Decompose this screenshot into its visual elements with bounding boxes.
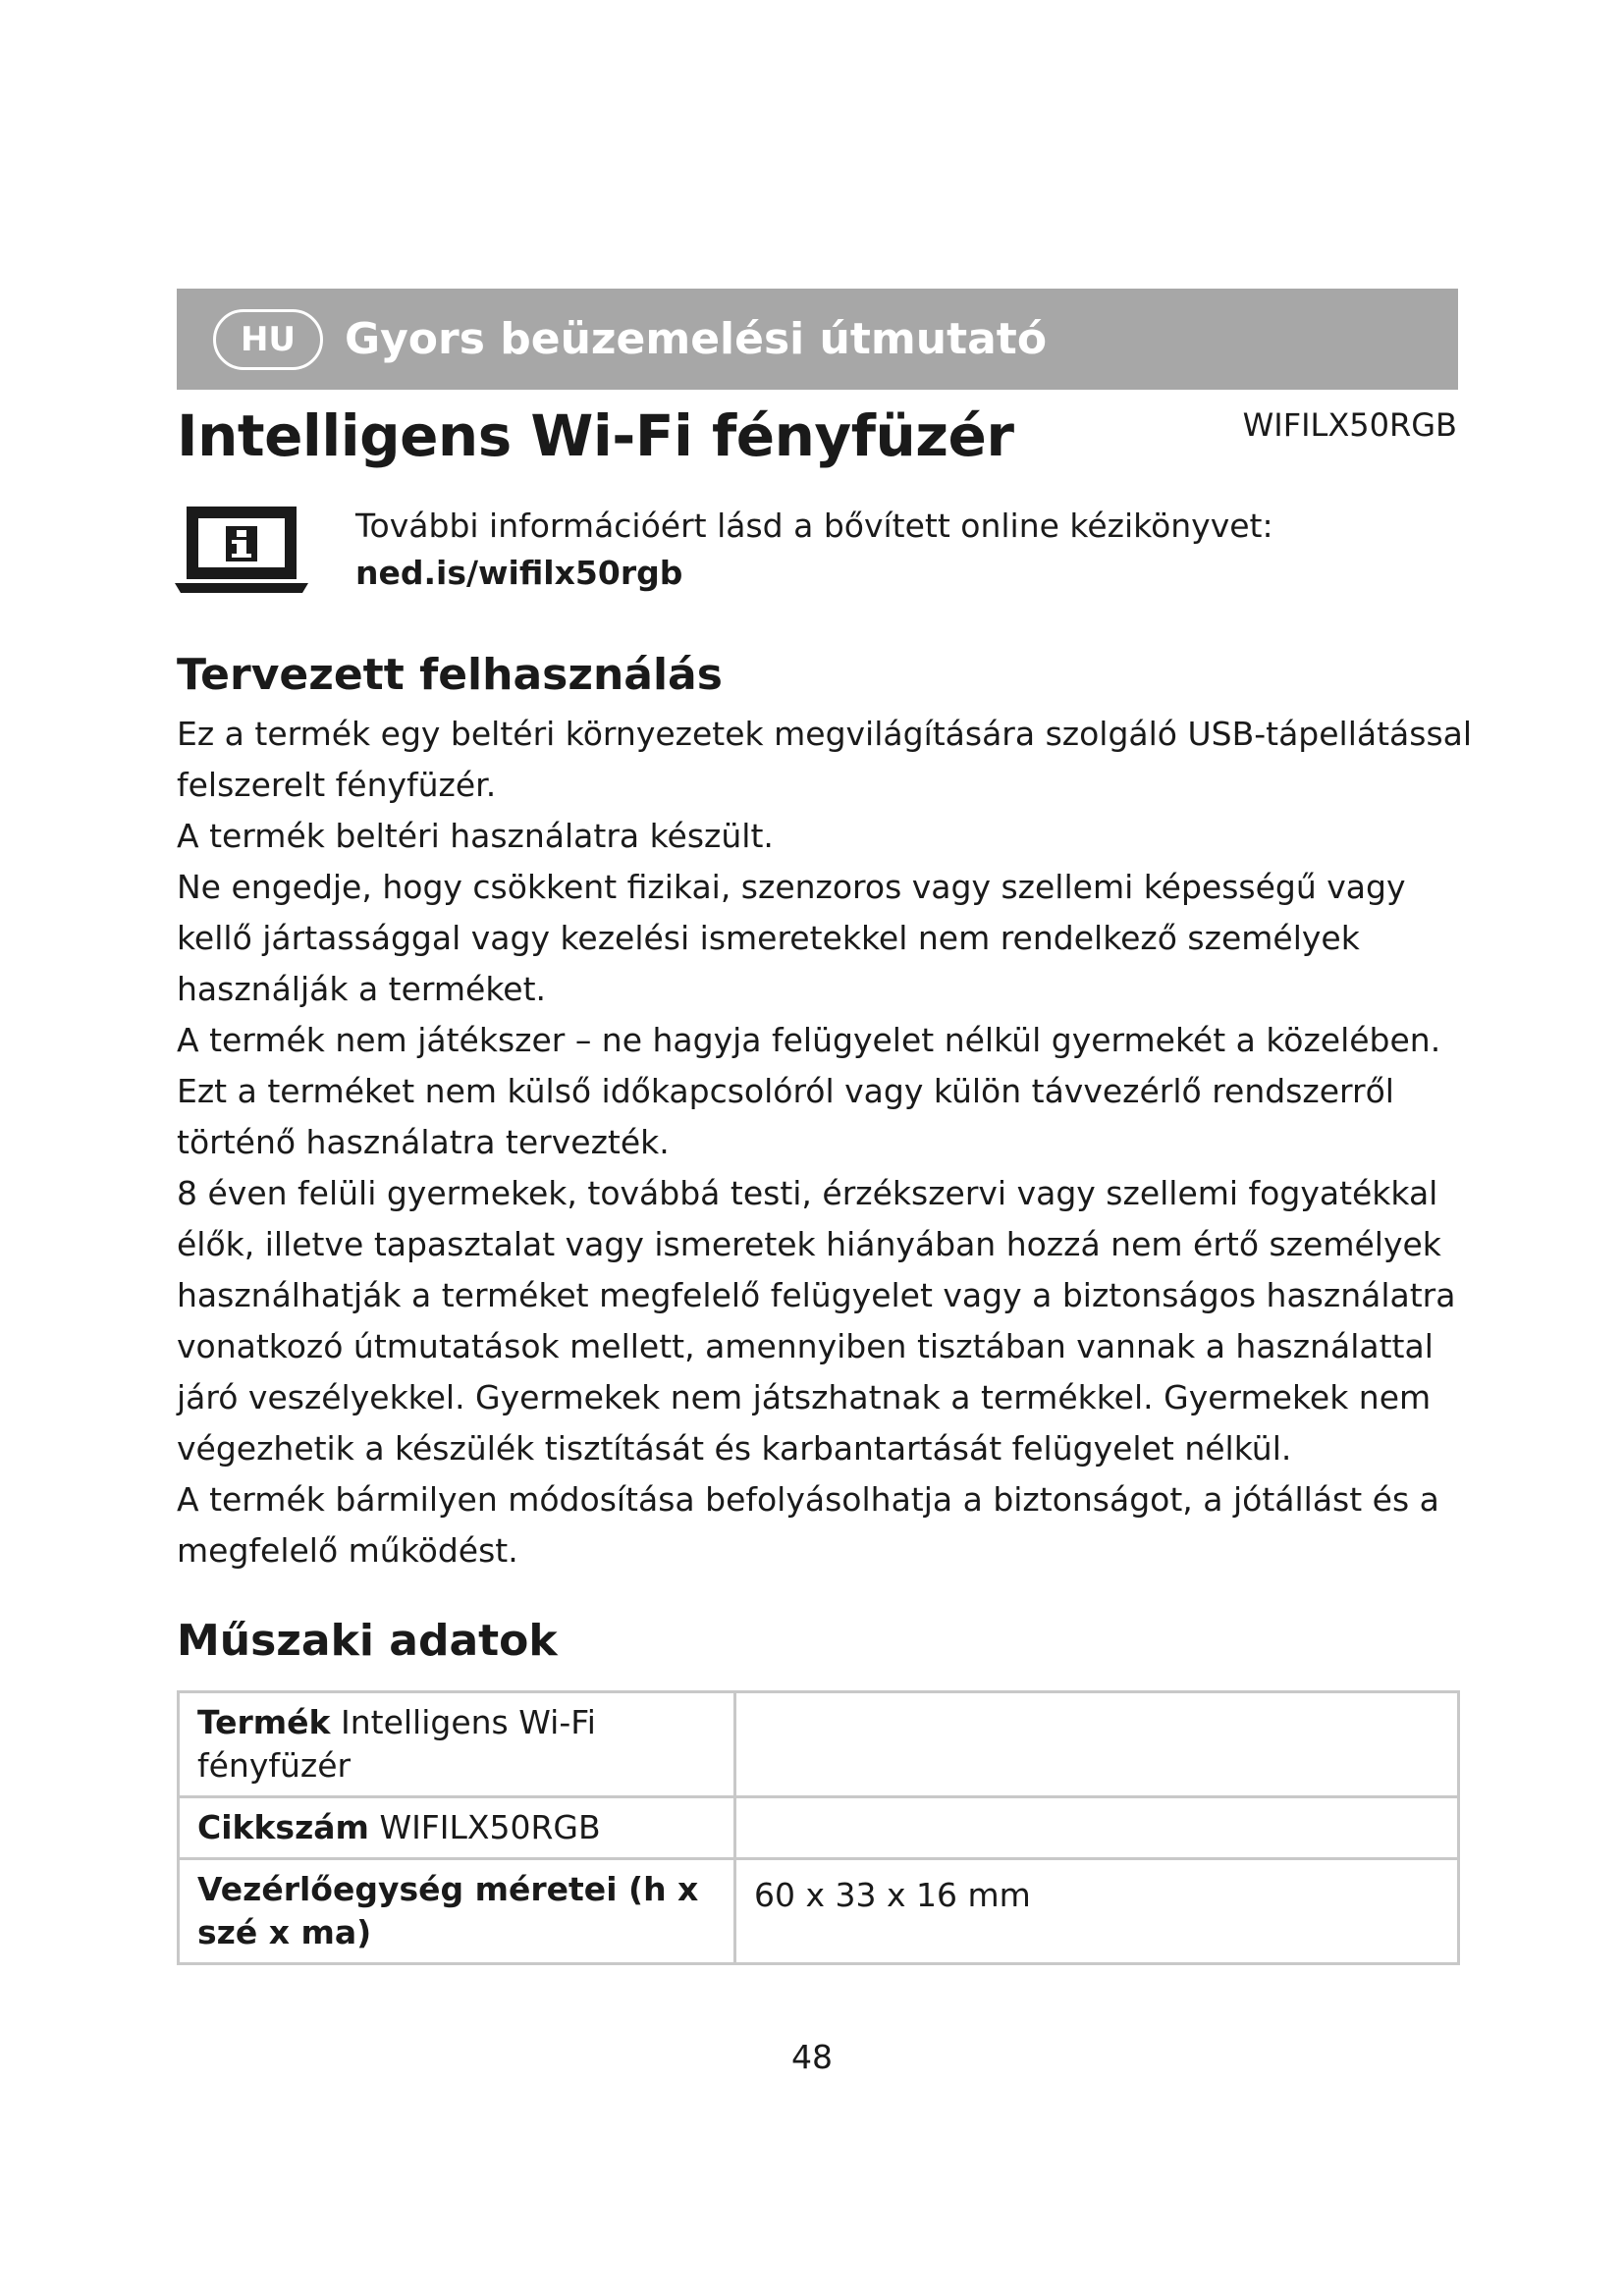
language-badge: HU: [213, 309, 323, 370]
paragraph: Ne engedje, hogy csökkent fizikai, szenzoros vagy szellemi képességű vagy kellő jártassággal vagy kezelési ismeretekkel nem rendelkező személyek használják a terméket.: [177, 868, 1406, 1008]
paragraph: A termék bármilyen módosítása befolyásolhatja a biztonságot, a jótállást és a megfelelő működést.: [177, 1480, 1439, 1570]
table-row: [179, 1859, 1459, 1964]
spec-key: Vezérlőegység méretei (h x szé x ma): [197, 1870, 699, 1951]
paragraph: Ez a termék egy beltéri környezetek megvilágítására szolgáló USB-tápellátással felszerelt fényfüzér.: [177, 715, 1473, 804]
table-row: [179, 1692, 1459, 1797]
banner-title: Gyors beüzemelési útmutató: [345, 314, 1048, 364]
spec-value: [735, 1692, 1459, 1797]
spec-label-cell: [179, 1859, 735, 1964]
table-row: [179, 1797, 1459, 1859]
paragraph: Ezt a terméket nem külső időkapcsolóról vagy külön távvezérlő rendszerről történő használatra tervezték.: [177, 1072, 1394, 1161]
spec-inline-value: WIFILX50RGB: [379, 1808, 601, 1846]
document-title: Intelligens Wi-Fi fényfüzér: [177, 402, 1014, 469]
spec-key: Termék: [197, 1703, 331, 1741]
manual-link[interactable]: ned.is/wifilx50rgb: [355, 554, 683, 592]
info-text: További információért lásd a bővített online kézikönyvet:: [355, 507, 1273, 545]
intended-use-body: [177, 709, 1473, 1576]
page-number: 48: [791, 2038, 833, 2076]
specs-table: [177, 1690, 1460, 1965]
specs-heading: Műszaki adatok: [177, 1616, 558, 1666]
paragraph: A termék beltéri használatra készült.: [177, 817, 774, 855]
header-banner: [177, 289, 1458, 390]
paragraph: A termék nem játékszer – ne hagyja felügyelet nélkül gyermekét a közelében.: [177, 1021, 1441, 1059]
intended-use-heading: Tervezett felhasználás: [177, 650, 723, 700]
info-block: [355, 503, 1273, 597]
laptop-info-icon: [175, 503, 308, 597]
spec-label-cell: [179, 1692, 735, 1797]
spec-key: Cikkszám: [197, 1808, 369, 1846]
spec-label-cell: [179, 1797, 735, 1859]
paragraph: 8 éven felüli gyermekek, továbbá testi, érzékszervi vagy szellemi fogyatékkal élők, illetve tapasztalat vagy ismeretek hiányában hozzá nem értő személyek használhatják a terméket megfelelő felügyelet vagy a biztonságos használatra vonatkozó útmutatások mellett, amennyiben tisztában vannak a használattal járó veszélyekkel. Gyermekek nem játszhatnak a termékkel. Gyermekek nem végezhetik a készülék tisztítását és karbantartását felügyelet nélkül.: [177, 1174, 1456, 1468]
spec-value: 60 x 33 x 16 mm: [735, 1859, 1459, 1964]
spec-value: [735, 1797, 1459, 1859]
model-code: WIFILX50RGB: [1242, 406, 1457, 444]
spec-inline-value: Intelligens Wi-Fi fényfüzér: [197, 1703, 596, 1785]
